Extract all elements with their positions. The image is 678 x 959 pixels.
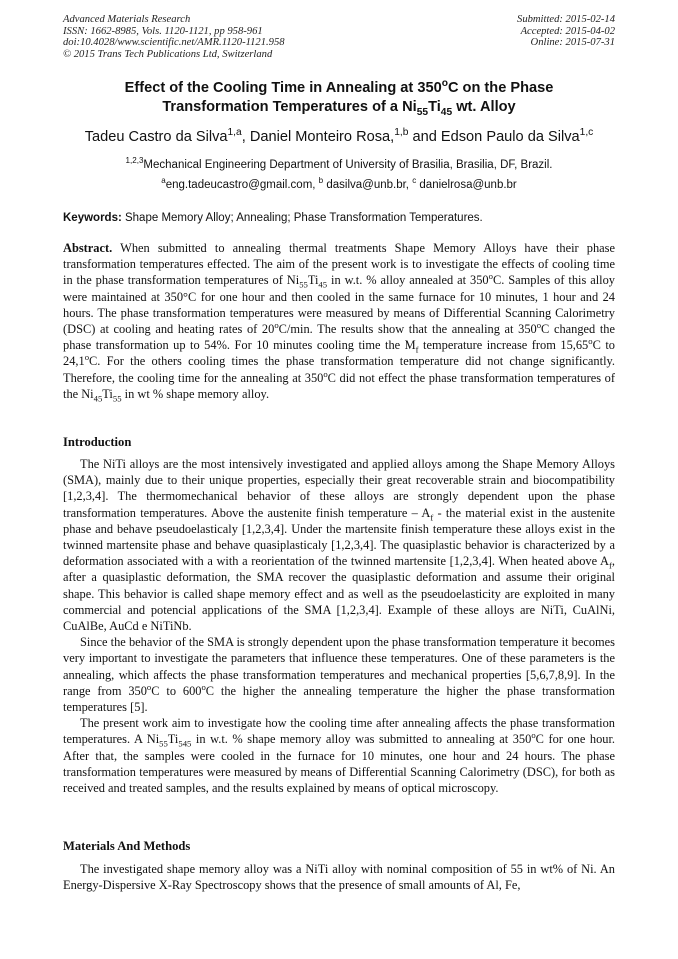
keywords-line	[63, 211, 615, 225]
keywords-text: Shape Memory Alloy; Annealing; Phase Transformation Temperatures.	[121, 212, 483, 224]
doi-line: doi:10.4028/www.scientific.net/AMR.1120-1121.958	[63, 37, 285, 49]
author-name: , Daniel Monteiro Rosa,	[241, 129, 395, 145]
title-subscript: 45	[440, 106, 453, 118]
title-subscript: 55	[416, 106, 429, 118]
materials-body	[63, 861, 615, 893]
email-sup: a	[161, 176, 166, 186]
intro-paragraph: Since the behavior of the SMA is strongly dependent upon the phase transformation temperature it becomes very important to investigate the parameters that influence these temperatures. One of these parameters is the annealing, which affects the phase transformation temperatures and mechanical properties [5,6,7,8,9]. In the range from 350$^o$C to 600$^o$C the higher the annealing temperature the higher the phase transformation temperatures [5].	[63, 635, 616, 715]
accepted-date: Accepted: 2015-04-02	[520, 25, 615, 37]
copyright-line: © 2015 Trans Tech Publications Ltd, Switzerland	[63, 48, 273, 60]
dates-header	[517, 14, 615, 49]
title-text: Ti	[428, 99, 441, 115]
email-sup: b	[318, 176, 324, 186]
paper-title	[40, 79, 638, 117]
author-sup: 1,a	[227, 127, 242, 139]
author-list	[20, 128, 658, 146]
submitted-date: Submitted: 2015-02-14	[517, 14, 615, 25]
abstract-label: Abstract.	[63, 241, 113, 255]
intro-paragraph: The NiTi alloys are the most intensively investigated and applied alloys among the Shape Memory Alloys (SMA), mainly due to their unique properties, especially their great recoverable strain and biocompatibility [1,2,3,4]. The thermomechanical behavior of these alloys are strongly dependent upon the phase transformation temperatures. Above the austenite finish temperature – $A_f$ - the material exist in the austenite phase and behave pseudoelasticaly [1,2,3,4]. Under the martensite finish temperature these alloys exist in the twinned martensite phase and behave quasiplasticaly [1,2,3,4]. The quasiplastic behavior is characterized by a deformation associated with a with a reorientation of the twinned martensite [1,2,3,4]. When heated above $A_f$, after a quasiplastic deformation, the SMA recover the quasiplastic deformation and assume their original shape. This behavior is called shape memory effect and as well as the pseudoelasticity are exploited in many commercial and potencial applications of the SMA [1,2,3,4]. Example of these alloys are NiTi, CuAlNi, CuAlBe, AuCd e NiTiNb.	[63, 457, 615, 634]
affiliation-text: Mechanical Engineering Department of University of Brasilia, Brasilia, DF, Brazil.	[143, 159, 553, 171]
abstract-paragraph: Abstract. When submitted to annealing thermal treatments Shape Memory Alloys have their phase transformation temperatures effected. The aim of the present work is to investigate the effects of cooling time in the phase transformation temperatures of $Ni_{55}Ti_{45}$ in w.t. % alloy annealed at 350$^o$C. Samples of this alloy were maintained at 350°C for one hour and then cooled in the same furnace for 10 minutes, 1 hour and 24 hours. The phase transformation temperatures were measured by means of Differential Scanning Calorimetry (DSC) at cooling and heating rates of 20$^o$C/min. The results show that the annealing at 350$^o$C changed the phase transformation up to 54%. For 10 minutes cooling time the $M_f$ temperature increase from 15,65$^o$C to 24,1$^o$C. For the others cooling times the phase transformation temperature did not change significantly. Therefore, the cooling time for the annealing at 350$^o$C did not effect the phase transformation temperatures of the $Ni_{45}Ti_{55}$ in wt % shape memory alloy.	[63, 241, 615, 404]
author-sup: 1,b	[394, 127, 409, 139]
materials-paragraph: The investigated shape memory alloy was a NiTi alloy with nominal composition of 55 in wt% of Ni. An Energy-Dispersive X-Ray Spectroscopy shows that the presence of small amounts of Al, Fe,	[63, 862, 615, 893]
online-date: Online: 2015-07-31	[530, 37, 615, 49]
materials-heading: Materials And Methods	[63, 839, 191, 853]
email-link[interactable]: danielrosa@unb.br	[416, 179, 517, 191]
email-link[interactable]: dasilva@unb.br,	[323, 179, 413, 191]
title-degree: o	[441, 78, 448, 90]
journal-name: Advanced Materials Research	[63, 14, 191, 25]
title-text: wt. Alloy	[452, 99, 516, 115]
affiliation-block	[20, 155, 658, 195]
email-sup: c	[412, 176, 417, 186]
keywords-label: Keywords:	[63, 212, 122, 224]
email-line	[20, 175, 658, 195]
introduction-heading: Introduction	[63, 435, 132, 449]
affiliation-line	[20, 155, 658, 175]
author-name: Tadeu Castro da Silva	[84, 129, 228, 145]
title-text: Transformation Temperatures of a Ni	[162, 99, 417, 115]
issn-line: ISSN: 1662-8985, Vols. 1120-1121, pp 958-961	[63, 25, 263, 37]
email-link[interactable]: eng.tadeucastro@gmail.com,	[165, 179, 319, 191]
introduction-body	[63, 456, 615, 796]
title-text: Effect of the Cooling Time in Annealing at 350	[124, 80, 442, 96]
journal-header	[63, 14, 285, 60]
title-text: C on the Phase	[447, 80, 554, 96]
intro-paragraph: The present work aim to investigate how the cooling time after annealing affects the phase transformation temperatures. A $Ni_{55}Ti_{545}$ in w.t. % shape memory alloy was submitted to annealing at 350$^o$C for one hour. After that, the samples were cooled in the furnace for 10 minutes, one hour and 24 hours. The phase transformation temperatures were measured by means of Differential Scanning Calorimetry (DSC), for both as received and treated samples, and the results explained by means of optical microscopy.	[63, 716, 616, 796]
author-sup: 1,c	[579, 127, 594, 139]
abstract-block	[63, 240, 615, 402]
affiliation-sup: 1,2,3	[125, 156, 144, 166]
author-name: and Edson Paulo da Silva	[408, 129, 580, 145]
